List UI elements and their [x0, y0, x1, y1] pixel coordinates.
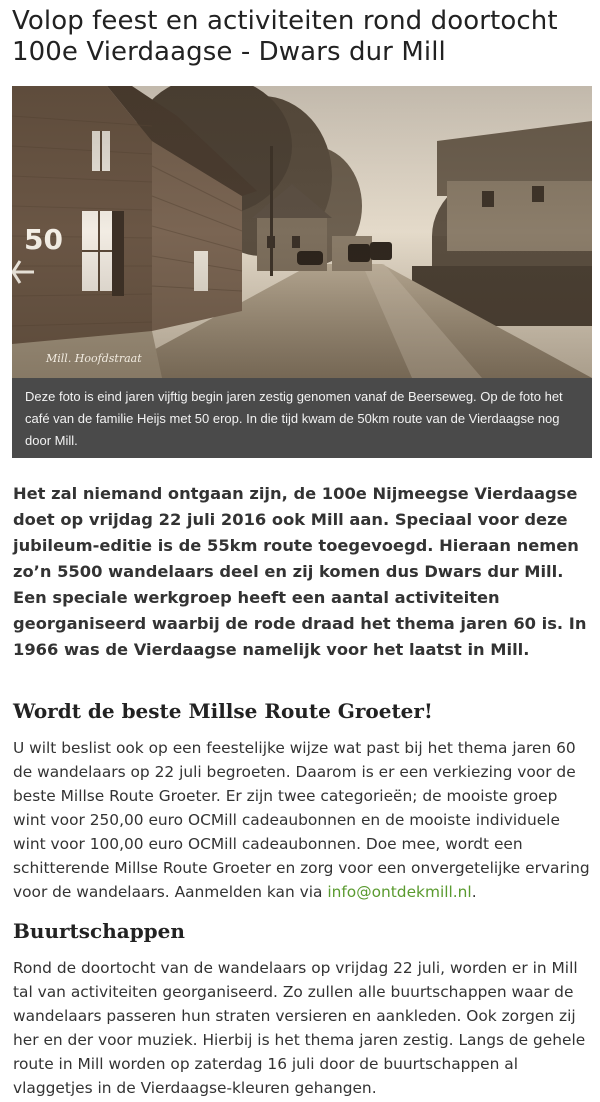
article-lead: Het zal niemand ontgaan zijn, de 100e Nijmeegse Vierdaagse doet op vrijdag 22 juli 2016 ook Mill aan. Speciaal voor deze jubileum-editie is de 55km route toegevoegd. Hieraan nemen zo’n 5500 wandelaars deel en zij komen dus Dwars dur Mill. Een speciale werkgroep heeft een aantal activiteiten georganiseerd waarbij de rode draad het thema jaren 60 is. In 1966 was de Vierdaagse namelijk voor het laatst in Mill.: [13, 484, 587, 659]
article-title: Volop feest en activiteiten rond doortocht 100e Vierdaagse - Dwars dur Mill: [12, 6, 558, 67]
article-figure: [12, 86, 592, 458]
section-body-buurtschappen: Rond de doortocht van de wandelaars op vrijdag 22 juli, worden er in Mill tal van activiteiten georganiseerd. Zo zullen alle buurtschappen waar de wandelaars passeren hun straten versieren en aankleden. Ook zorgen zij her en der voor muziek. Hierbij is het thema jaren zestig. Langs de gehele route in Mill worden op zaterdag 16 juli door de buurtschappen al vlaggetjes in de Vierdaagse-kleuren gehangen.: [13, 959, 586, 1097]
historic-street-photo[interactable]: [12, 86, 592, 378]
email-link[interactable]: info@ontdekmill.nl: [327, 883, 472, 901]
route-groeter-text-end: .: [471, 883, 477, 901]
section-heading-route-groeter: Wordt de beste Millse Route Groeter!: [13, 699, 433, 723]
photo-street-label: Mill. Hoofdstraat: [46, 352, 142, 365]
section-body-route-groeter: [13, 736, 591, 904]
photo-caption: Deze foto is eind jaren vijftig begin jaren zestig genomen vanaf de Beerseweg. Op de foto het café van de familie Heijs met 50 erop. In die tijd kwam de 50km route van de Vierdaagse nog door Mill.: [12, 378, 592, 458]
section-heading-buurtschappen: Buurtschappen: [13, 919, 185, 943]
route-groeter-text: U wilt beslist ook op een feestelijke wijze wat past bij het thema jaren 60 de wandelaars op 22 juli begroeten. Daarom is er een verkiezing voor de beste Millse Route Groeter. Er zijn twee categorieën; de mooiste groep wint voor 250,00 euro OCMill cadeaubonnen en de mooiste individuele wint voor 100,00 euro OCMill cadeaubonnen. Doe mee, wordt een schitterende Millse Route Groeter en zorg voor een onvergetelijke ervaring voor de wandelaars. Aanmelden kan via: [13, 739, 590, 901]
photo-illustration: [12, 86, 592, 378]
